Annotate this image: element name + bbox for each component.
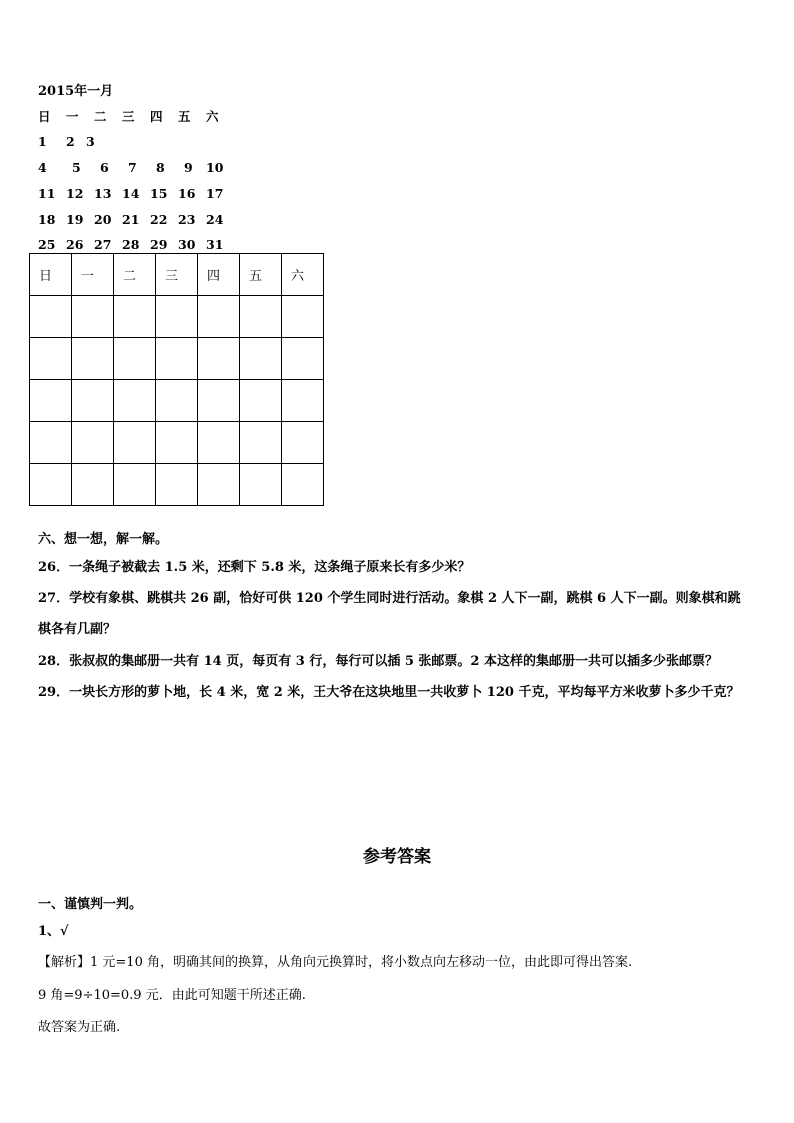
grid-cell [30,296,72,338]
grid-header-label: 三 [165,269,179,284]
calendar-day: 3 [86,134,95,149]
grid-cell [198,296,240,338]
grid-header-label: 六 [291,269,305,284]
calendar-day: 24 [206,212,224,227]
grid-cell [114,296,156,338]
grid-header-label: 五 [249,269,263,284]
grid-cell [72,464,114,506]
grid-cell [30,338,72,380]
calendar-day: 14 [122,186,140,201]
calendar-day: 29 [150,237,168,252]
grid-cell [240,380,282,422]
calendar-day: 21 [122,212,140,227]
grid-cell [30,464,72,506]
calendar-day: 19 [66,212,84,227]
grid-cell [240,338,282,380]
grid-cell [198,380,240,422]
grid-cell [72,422,114,464]
calendar-day: 12 [66,186,84,201]
calendar-day: 16 [178,186,196,201]
question-27-continued: 棋各有几副？ [38,622,117,637]
grid-cell [156,338,198,380]
calendar-day: 7 [128,160,137,175]
calendar-day: 1 [38,134,47,149]
grid-header-row [30,254,324,296]
grid-cell [72,338,114,380]
weekday-wed: 三 [122,109,135,124]
answer-analysis: 【解析】1 元=10 角，明确其间的换算，从角向元换算时，将小数点向左移动一位，由此即可得出答案. [38,955,633,970]
calendar-day: 11 [38,186,56,201]
grid-header-cell [72,254,114,296]
calendar-day: 27 [94,237,112,252]
question-28: 28．张叔叔的集邮册一共有 14 页，每页有 3 行，每行可以插 5 张邮票。2 本这样的集邮册一共可以插多少张邮票？ [38,654,718,669]
calendar-day: 23 [178,212,196,227]
question-27: 27．学校有象棋、跳棋共 26 副，恰好可供 120 个学生同时进行活动。象棋 2 人下一副，跳棋 6 人下一副。则象棋和跳 [38,591,741,606]
answer-item-1: 1、√ [38,924,69,939]
calendar-day: 6 [100,160,109,175]
grid-cell [240,296,282,338]
answer-conclusion: 故答案为正确. [38,1020,121,1035]
grid-cell [30,422,72,464]
question-26: 26．一条绳子被截去 1.5 米，还剩下 5.8 米，这条绳子原来长有多少米？ [38,560,471,575]
grid-cell [282,380,324,422]
grid-cell [282,338,324,380]
grid-header-cell [156,254,198,296]
grid-header-cell [30,254,72,296]
calendar-title: 2015年一月 [38,84,114,99]
calendar-day: 18 [38,212,56,227]
grid-cell [114,422,156,464]
question-29: 29．一块长方形的萝卜地，长 4 米，宽 2 米，王大爷在这块地里一共收萝卜 120 千克，平均每平方米收萝卜多少千克？ [38,685,740,700]
grid-header-cell [114,254,156,296]
calendar-day: 5 [72,160,81,175]
grid-cell [198,338,240,380]
grid-cell [156,380,198,422]
calendar-day: 25 [38,237,56,252]
answer-key-title: 参考答案 [363,847,431,867]
grid-cell [156,296,198,338]
grid-cell [114,380,156,422]
weekday-fri: 五 [178,109,191,124]
grid-cell [198,422,240,464]
grid-cell [282,464,324,506]
grid-cell [282,296,324,338]
grid-cell [282,422,324,464]
weekday-sun: 日 [38,109,51,124]
grid-row [30,338,324,380]
calendar-day: 28 [122,237,140,252]
blank-calendar-grid [29,253,324,506]
calendar-day: 2 [66,134,75,149]
grid-header-label: 日 [39,269,53,284]
grid-header-cell [282,254,324,296]
grid-cell [240,422,282,464]
weekday-thu: 四 [150,109,163,124]
grid-row [30,296,324,338]
grid-cell [240,464,282,506]
calendar-day: 13 [94,186,112,201]
grid-row [30,464,324,506]
weekday-tue: 二 [94,109,107,124]
grid-header-label: 二 [123,269,137,284]
grid-cell [198,464,240,506]
grid-cell [72,380,114,422]
weekday-sat: 六 [206,109,219,124]
calendar-day: 17 [206,186,224,201]
grid-cell [156,464,198,506]
answer-section-1-heading: 一、谨慎判一判。 [38,897,143,912]
section-6-heading: 六、想一想，解一解。 [38,532,169,547]
calendar-day: 22 [150,212,168,227]
grid-header-cell [240,254,282,296]
grid-cell [114,464,156,506]
grid-header-cell [198,254,240,296]
grid-row [30,380,324,422]
calendar-day: 30 [178,237,196,252]
calendar-day: 31 [206,237,224,252]
grid-cell [156,422,198,464]
grid-row [30,422,324,464]
calendar-day: 9 [184,160,193,175]
grid-header-label: 四 [207,269,221,284]
grid-header-label: 一 [81,269,95,284]
calendar-day: 26 [66,237,84,252]
grid-cell [30,380,72,422]
grid-cell [72,296,114,338]
calendar-day: 8 [156,160,165,175]
weekday-mon: 一 [66,109,79,124]
grid-cell [114,338,156,380]
calendar-day: 4 [38,160,47,175]
calendar-day: 15 [150,186,168,201]
calendar-day: 10 [206,160,224,175]
calendar-day: 20 [94,212,112,227]
answer-calculation: 9 角=9÷10=0.9 元．由此可知题干所述正确. [38,988,306,1003]
